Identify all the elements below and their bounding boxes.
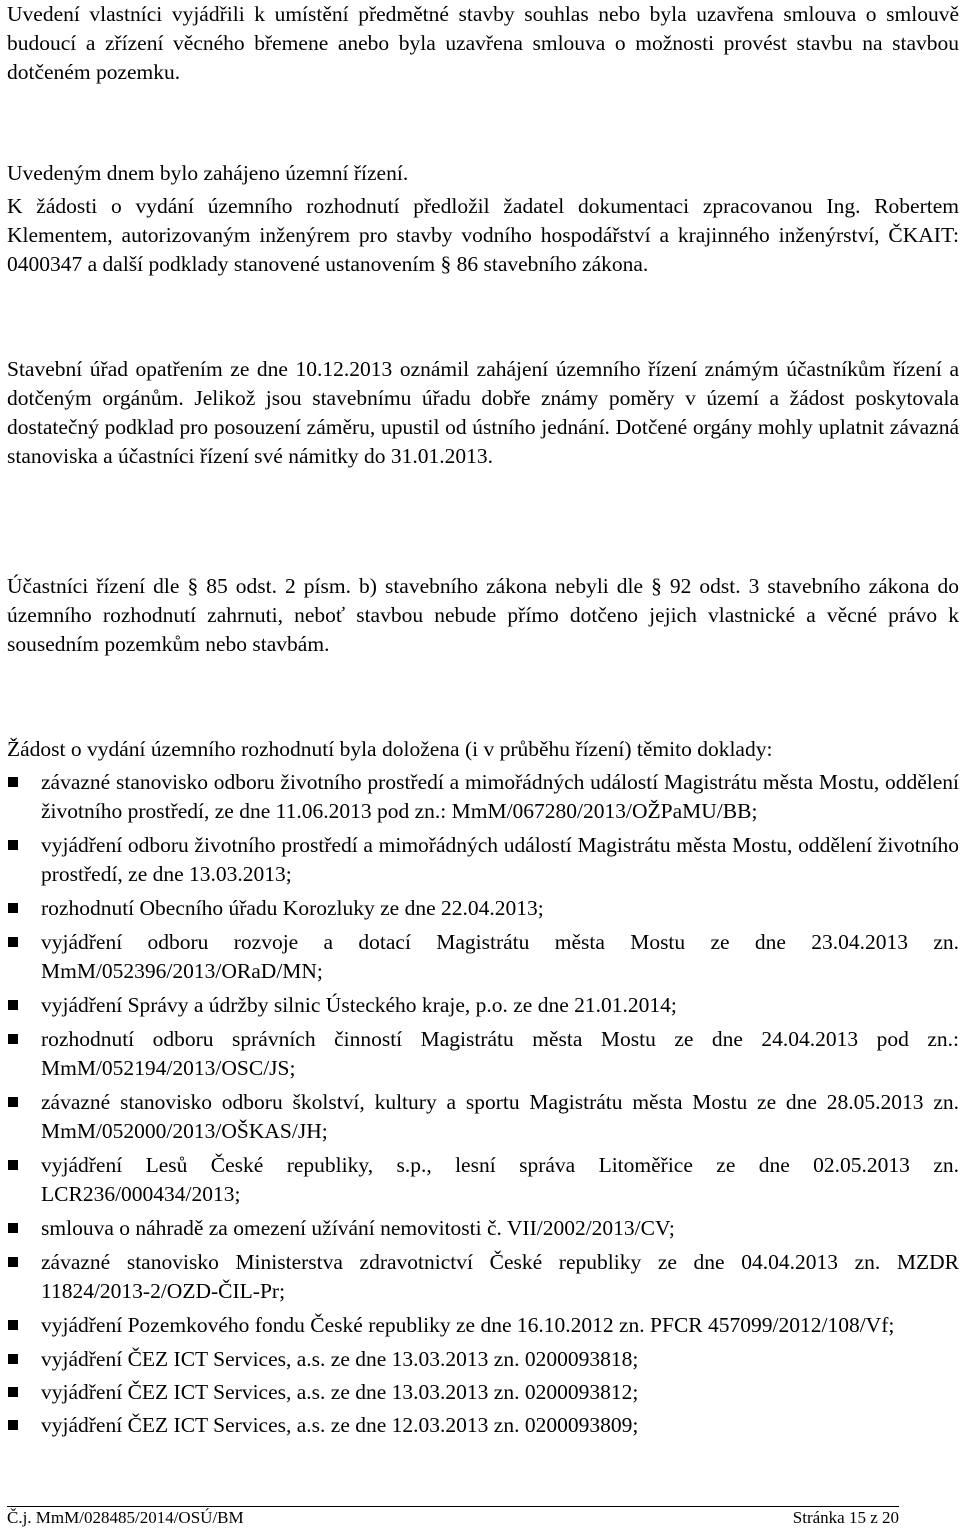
square-bullet-icon — [8, 1223, 18, 1233]
square-bullet-icon — [8, 903, 18, 913]
square-bullet-icon — [8, 1354, 18, 1364]
list-item — [7, 928, 959, 986]
paragraph-owners-consent: Uvedení vlastníci vyjádřili k umístění předmětné stavby souhlas nebo byla uzavřena smlouva o smlouvě budoucí a zřízení věcného břemene anebo byla uzavřena smlouva o možnosti provést stavbu na stavbou dotčeném pozemku. — [7, 2, 959, 84]
list-item-text: rozhodnutí Obecního úřadu Korozluky ze dne 22.04.2013; — [41, 896, 544, 920]
list-item — [7, 1411, 959, 1440]
list-item-text: vyjádření Lesů České republiky, s.p., lesní správa Litoměřice ze dne 02.05.2013 zn. LCR236/000434/2013; — [41, 1153, 959, 1206]
list-item — [7, 1025, 959, 1083]
square-bullet-icon — [8, 1097, 18, 1107]
list-item — [7, 1248, 959, 1306]
list-item-text: vyjádření Správy a údržby silnic Ústeckého kraje, p.o. ze dne 21.01.2014; — [41, 993, 677, 1017]
list-item — [7, 1214, 959, 1243]
list-item — [7, 768, 959, 826]
footer-page-number: Stránka 15 z 20 — [792, 1508, 899, 1527]
list-item-text: vyjádření odboru životního prostředí a mimořádných událostí Magistrátu města Mostu, oddělení životního prostředí, ze dne 13.03.2013; — [41, 833, 959, 886]
paragraph-participants: Účastníci řízení dle § 85 odst. 2 písm. b) stavebního zákona nebyli dle § 92 odst. 3 stavebního zákona do územního rozhodnutí zahrnuti, neboť stavbou nebude přímo dotčeno jejich vlastnické a věcné právo k sousedním pozemkům nebo stavbám. — [7, 574, 959, 656]
square-bullet-icon — [8, 840, 18, 850]
square-bullet-icon — [8, 1000, 18, 1010]
square-bullet-icon — [8, 1420, 18, 1430]
list-item-text: smlouva o náhradě za omezení užívání nemovitosti č. VII/2002/2013/CV; — [41, 1216, 675, 1240]
list-item-text: závazné stanovisko odboru školství, kultury a sportu Magistrátu města Mostu ze dne 28.05.2013 zn. MmM/052000/2013/OŠKAS/JH; — [41, 1090, 959, 1143]
list-item — [7, 991, 959, 1020]
list-item-text: vyjádření ČEZ ICT Services, a.s. ze dne 13.03.2013 zn. 0200093818; — [41, 1347, 639, 1371]
paragraph-notification: Stavební úřad opatřením ze dne 10.12.2013 oznámil zahájení územního řízení známým účastníkům řízení a dotčeným orgánům. Jelikož jsou stavebnímu úřadu dobře známy poměry v území a žádost poskytovala dostatečný podklad pro posouzení záměru, upustil od ústního jednání. Dotčené orgány mohly uplatnit závazná stanoviska a účastníci řízení své námitky do 31.01.2013. — [7, 357, 959, 468]
list-item-text: vyjádření Pozemkového fondu České republiky ze dne 16.10.2012 zn. PFCR 457099/2012/108/Vf; — [41, 1313, 895, 1337]
list-item-text: rozhodnutí odboru správních činností Magistrátu města Mostu ze dne 24.04.2013 pod zn.: MmM/052194/2013/OSC/JS; — [41, 1027, 959, 1080]
page-footer — [7, 1506, 899, 1529]
list-item — [7, 1345, 959, 1374]
square-bullet-icon — [8, 1387, 18, 1397]
paragraph-documentation: K žádosti o vydání územního rozhodnutí předložil žadatel dokumentaci zpracovanou Ing. Robertem Klementem, autorizovaným inženýrem pro stavby vodního hospodářství a krajinného inženýrství, ČKAIT: 0400347 a další podklady stanovené ustanovením § 86 stavebního zákona. — [7, 194, 959, 276]
footer-reference: Č.j. MmM/028485/2014/OSÚ/BM — [7, 1508, 244, 1527]
list-item-text: závazné stanovisko Ministerstva zdravotnictví České republiky ze dne 04.04.2013 zn. MZDR 11824/2013-2/OZD-ČIL-Pr; — [41, 1250, 959, 1303]
square-bullet-icon — [8, 1257, 18, 1267]
list-item — [7, 1311, 959, 1340]
paragraph-proceedings-started: Uvedeným dnem bylo zahájeno územní řízení. — [7, 161, 409, 185]
square-bullet-icon — [8, 1034, 18, 1044]
list-item-text: vyjádření ČEZ ICT Services, a.s. ze dne 13.03.2013 zn. 0200093812; — [41, 1380, 639, 1404]
square-bullet-icon — [8, 937, 18, 947]
paragraph-documents-intro: Žádost o vydání územního rozhodnutí byla doložena (i v průběhu řízení) těmito doklady: — [7, 737, 773, 761]
list-item — [7, 1088, 959, 1146]
list-item-text: závazné stanovisko odboru životního prostředí a mimořádných událostí Magistrátu města Mostu, oddělení životního prostředí, ze dne 11.06.2013 pod zn.: MmM/067280/2013/OŽPaMU/BB; — [41, 770, 959, 823]
list-item — [7, 831, 959, 889]
square-bullet-icon — [8, 1160, 18, 1170]
square-bullet-icon — [8, 1320, 18, 1330]
list-item — [7, 894, 959, 923]
documents-list — [7, 768, 959, 1444]
list-item — [7, 1151, 959, 1209]
list-item — [7, 1378, 959, 1407]
list-item-text: vyjádření ČEZ ICT Services, a.s. ze dne 12.03.2013 zn. 0200093809; — [41, 1413, 639, 1437]
square-bullet-icon — [8, 777, 18, 787]
list-item-text: vyjádření odboru rozvoje a dotací Magistrátu města Mostu ze dne 23.04.2013 zn. MmM/052396/2013/ORaD/MN; — [41, 930, 959, 983]
